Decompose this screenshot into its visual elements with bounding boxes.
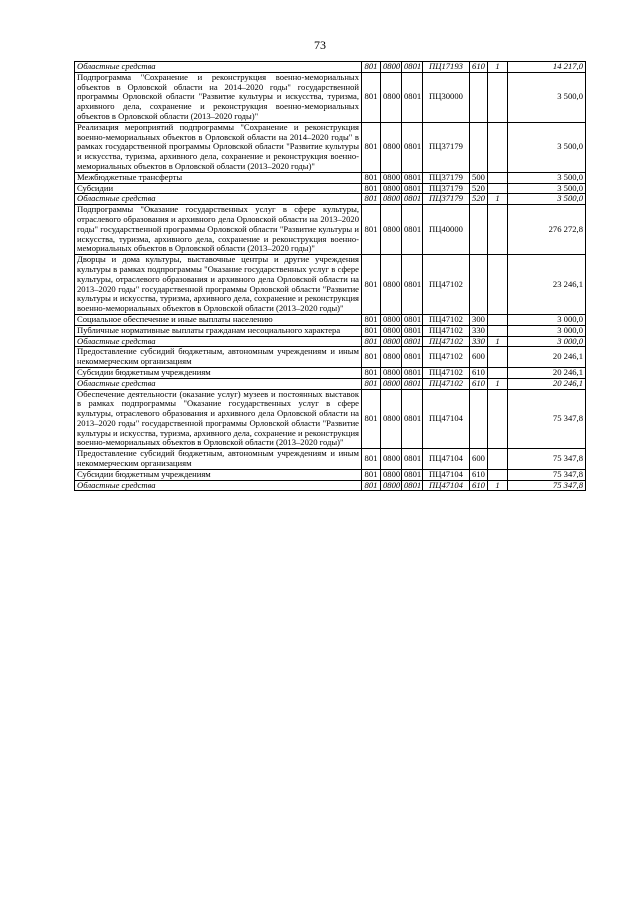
row-amount: 20 246,1 <box>508 378 586 389</box>
row-vedomstvo: 801 <box>362 347 381 368</box>
row-target-article: ПЦ37179 <box>423 172 470 183</box>
row-podrazdel: 0801 <box>402 347 423 368</box>
row-vedomstvo: 801 <box>362 367 381 378</box>
row-expense-type <box>470 72 488 122</box>
row-expense-type: 600 <box>470 449 488 470</box>
row-name: Подпрограмма "Сохранение и реконструкция военно-мемориальных объектов в Орловской области на 2014–2020 годы" государственной программы Орловской области "Развитие культуры и искусства, туризма, архивного дела, сохранение и реконструкция военно-мемориальных объектов в Орловской области (2013–2020 годы)" <box>75 72 362 122</box>
row-name: Субсидии бюджетным учреждениям <box>75 469 362 480</box>
row-funding-source <box>488 183 508 194</box>
row-amount: 75 347,8 <box>508 480 586 491</box>
row-vedomstvo: 801 <box>362 122 381 172</box>
row-podrazdel: 0801 <box>402 72 423 122</box>
row-amount: 23 246,1 <box>508 255 586 315</box>
row-target-article: ПЦ47104 <box>423 389 470 449</box>
row-podrazdel: 0801 <box>402 325 423 336</box>
row-podrazdel: 0801 <box>402 172 423 183</box>
row-amount: 20 246,1 <box>508 347 586 368</box>
row-name: Областные средства <box>75 336 362 347</box>
row-target-article: ПЦ47104 <box>423 480 470 491</box>
row-podrazdel: 0801 <box>402 183 423 194</box>
row-vedomstvo: 801 <box>362 480 381 491</box>
row-funding-source <box>488 205 508 255</box>
row-name: Подпрограммы "Оказание государственных услуг в сфере культуры, отраслевого образования и архивного дела Орловской области на 2013–2020 годы" государственной программы Орловской области "Развитие культуры и искусства, туризма, архивного дела, сохранение и реконструкция военно-мемориальных объектов в Орловской области (2013–2020 годы)" <box>75 205 362 255</box>
row-target-article: ПЦ47104 <box>423 449 470 470</box>
row-funding-source <box>488 325 508 336</box>
row-podrazdel: 0801 <box>402 205 423 255</box>
row-target-article: ПЦ47102 <box>423 336 470 347</box>
row-name: Межбюджетные трансферты <box>75 172 362 183</box>
row-razdel: 0800 <box>381 480 402 491</box>
row-target-article: ПЦ47102 <box>423 325 470 336</box>
row-target-article: ПЦ17193 <box>423 62 470 73</box>
row-funding-source <box>488 255 508 315</box>
row-amount: 3 500,0 <box>508 122 586 172</box>
row-vedomstvo: 801 <box>362 62 381 73</box>
row-razdel: 0800 <box>381 72 402 122</box>
row-expense-type: 610 <box>470 367 488 378</box>
row-podrazdel: 0801 <box>402 194 423 205</box>
row-target-article: ПЦ47102 <box>423 367 470 378</box>
row-razdel: 0800 <box>381 378 402 389</box>
row-funding-source <box>488 72 508 122</box>
row-vedomstvo: 801 <box>362 172 381 183</box>
row-name: Предоставление субсидий бюджетным, автономным учреждениям и иным некоммерческим организациям <box>75 449 362 470</box>
row-amount: 75 347,8 <box>508 449 586 470</box>
row-vedomstvo: 801 <box>362 72 381 122</box>
row-funding-source <box>488 449 508 470</box>
row-razdel: 0800 <box>381 255 402 315</box>
row-funding-source <box>488 469 508 480</box>
row-razdel: 0800 <box>381 325 402 336</box>
row-amount: 3 000,0 <box>508 336 586 347</box>
table-row <box>75 469 586 480</box>
row-expense-type: 610 <box>470 62 488 73</box>
row-expense-type <box>470 389 488 449</box>
row-vedomstvo: 801 <box>362 194 381 205</box>
row-podrazdel: 0801 <box>402 389 423 449</box>
row-podrazdel: 0801 <box>402 336 423 347</box>
row-vedomstvo: 801 <box>362 205 381 255</box>
row-razdel: 0800 <box>381 469 402 480</box>
table-row <box>75 183 586 194</box>
row-podrazdel: 0801 <box>402 378 423 389</box>
row-name: Областные средства <box>75 378 362 389</box>
row-expense-type <box>470 122 488 172</box>
row-funding-source <box>488 122 508 172</box>
row-target-article: ПЦ37179 <box>423 122 470 172</box>
table-row <box>75 62 586 73</box>
row-amount: 3 500,0 <box>508 183 586 194</box>
row-amount: 20 246,1 <box>508 367 586 378</box>
table-row <box>75 122 586 172</box>
row-podrazdel: 0801 <box>402 449 423 470</box>
row-vedomstvo: 801 <box>362 325 381 336</box>
table-row <box>75 72 586 122</box>
row-expense-type <box>470 255 488 315</box>
row-funding-source <box>488 389 508 449</box>
row-expense-type: 330 <box>470 325 488 336</box>
row-name: Областные средства <box>75 62 362 73</box>
row-expense-type: 610 <box>470 469 488 480</box>
table-row <box>75 255 586 315</box>
row-target-article: ПЦ40000 <box>423 205 470 255</box>
row-name: Областные средства <box>75 480 362 491</box>
row-target-article: ПЦ47102 <box>423 255 470 315</box>
row-funding-source: 1 <box>488 62 508 73</box>
budget-table-body <box>75 62 586 491</box>
table-row <box>75 194 586 205</box>
row-name: Субсидии бюджетным учреждениям <box>75 367 362 378</box>
row-name: Предоставление субсидий бюджетным, автономным учреждениям и иным некоммерческим организациям <box>75 347 362 368</box>
row-podrazdel: 0801 <box>402 314 423 325</box>
row-amount: 75 347,8 <box>508 389 586 449</box>
row-expense-type: 520 <box>470 183 488 194</box>
row-vedomstvo: 801 <box>362 469 381 480</box>
row-razdel: 0800 <box>381 194 402 205</box>
row-name: Реализация мероприятий подпрограммы "Сохранение и реконструкция военно-мемориальных объектов в Орловской области на 2014–2020 годы" в рамках государственной программы Орловской области "Развитие культуры и искусства, туризма, архивного дела, сохранение и реконструкция военно-мемориальных объектов в Орловской области (2013–2020 годы)" <box>75 122 362 172</box>
table-row <box>75 378 586 389</box>
row-razdel: 0800 <box>381 172 402 183</box>
row-expense-type: 610 <box>470 378 488 389</box>
row-razdel: 0800 <box>381 347 402 368</box>
row-target-article: ПЦ47104 <box>423 469 470 480</box>
row-name: Областные средства <box>75 194 362 205</box>
row-razdel: 0800 <box>381 314 402 325</box>
row-vedomstvo: 801 <box>362 389 381 449</box>
row-amount: 3 500,0 <box>508 194 586 205</box>
row-vedomstvo: 801 <box>362 183 381 194</box>
row-expense-type <box>470 205 488 255</box>
table-row <box>75 336 586 347</box>
table-row <box>75 314 586 325</box>
table-row <box>75 389 586 449</box>
row-razdel: 0800 <box>381 367 402 378</box>
row-razdel: 0800 <box>381 336 402 347</box>
row-funding-source <box>488 172 508 183</box>
row-vedomstvo: 801 <box>362 255 381 315</box>
row-razdel: 0800 <box>381 389 402 449</box>
row-target-article: ПЦ30000 <box>423 72 470 122</box>
row-podrazdel: 0801 <box>402 367 423 378</box>
row-target-article: ПЦ47102 <box>423 347 470 368</box>
row-target-article: ПЦ37179 <box>423 194 470 205</box>
row-expense-type: 520 <box>470 194 488 205</box>
page-number: 73 <box>314 38 326 52</box>
row-razdel: 0800 <box>381 449 402 470</box>
row-podrazdel: 0801 <box>402 62 423 73</box>
table-row <box>75 480 586 491</box>
row-amount: 3 000,0 <box>508 314 586 325</box>
row-razdel: 0800 <box>381 183 402 194</box>
row-name: Обеспечение деятельности (оказание услуг) музеев и постоянных выставок в рамках подпрограммы "Оказание государственных услуг в сфере культуры, отраслевого образования и архивного дела Орловской области на 2013–2020 годы" государственной программы Орловской области "Развитие культуры и искусства, туризма, архивного дела, сохранение и реконструкция военно-мемориальных объектов в Орловской области (2013–2020 годы)" <box>75 389 362 449</box>
row-expense-type: 610 <box>470 480 488 491</box>
row-funding-source <box>488 367 508 378</box>
row-target-article: ПЦ47102 <box>423 378 470 389</box>
row-razdel: 0800 <box>381 62 402 73</box>
row-funding-source: 1 <box>488 336 508 347</box>
row-name: Субсидии <box>75 183 362 194</box>
row-podrazdel: 0801 <box>402 469 423 480</box>
table-row <box>75 325 586 336</box>
row-amount: 3 500,0 <box>508 172 586 183</box>
row-name: Дворцы и дома культуры, выставочные центры и другие учреждения культуры в рамках подпрограммы "Оказание государственных услуг в сфере культуры, отраслевого образования и архивного дела Орловской области на 2013–2020 годы" государственной программы Орловской области "Развитие культуры и искусства, туризма, архивного дела, сохранение и реконструкция военно-мемориальных объектов в Орловской области (2013–2020 годы)" <box>75 255 362 315</box>
row-vedomstvo: 801 <box>362 378 381 389</box>
row-name: Социальное обеспечение и иные выплаты населению <box>75 314 362 325</box>
row-name: Публичные нормативные выплаты гражданам несоциального характера <box>75 325 362 336</box>
row-funding-source <box>488 314 508 325</box>
row-vedomstvo: 801 <box>362 449 381 470</box>
row-expense-type: 330 <box>470 336 488 347</box>
table-row <box>75 367 586 378</box>
row-amount: 3 500,0 <box>508 72 586 122</box>
row-amount: 75 347,8 <box>508 469 586 480</box>
row-razdel: 0800 <box>381 205 402 255</box>
row-podrazdel: 0801 <box>402 480 423 491</box>
row-expense-type: 600 <box>470 347 488 368</box>
row-vedomstvo: 801 <box>362 314 381 325</box>
row-podrazdel: 0801 <box>402 122 423 172</box>
row-funding-source: 1 <box>488 480 508 491</box>
table-row <box>75 205 586 255</box>
budget-table <box>74 61 586 491</box>
table-row <box>75 172 586 183</box>
table-row <box>75 449 586 470</box>
row-target-article: ПЦ37179 <box>423 183 470 194</box>
row-razdel: 0800 <box>381 122 402 172</box>
row-amount: 14 217,0 <box>508 62 586 73</box>
row-expense-type: 300 <box>470 314 488 325</box>
row-podrazdel: 0801 <box>402 255 423 315</box>
row-vedomstvo: 801 <box>362 336 381 347</box>
row-expense-type: 500 <box>470 172 488 183</box>
table-row <box>75 347 586 368</box>
row-amount: 276 272,8 <box>508 205 586 255</box>
row-amount: 3 000,0 <box>508 325 586 336</box>
row-funding-source <box>488 347 508 368</box>
row-target-article: ПЦ47102 <box>423 314 470 325</box>
row-funding-source: 1 <box>488 378 508 389</box>
row-funding-source: 1 <box>488 194 508 205</box>
